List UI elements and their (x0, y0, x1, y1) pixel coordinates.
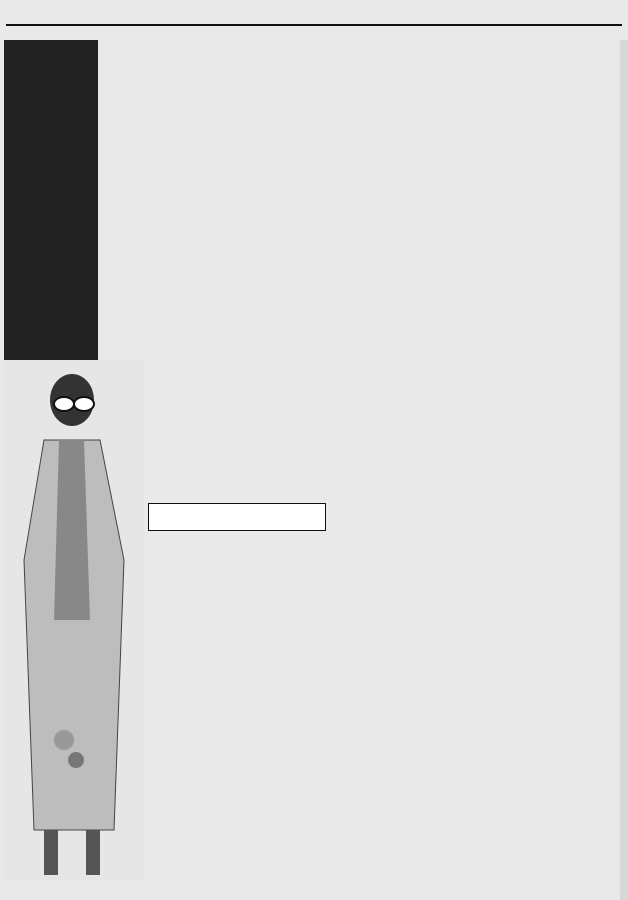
shisha-title (148, 503, 326, 531)
intro-text-block (4, 40, 98, 360)
model-photo (4, 360, 144, 880)
page-header (6, 2, 622, 26)
adjacent-page-edge (620, 40, 628, 900)
